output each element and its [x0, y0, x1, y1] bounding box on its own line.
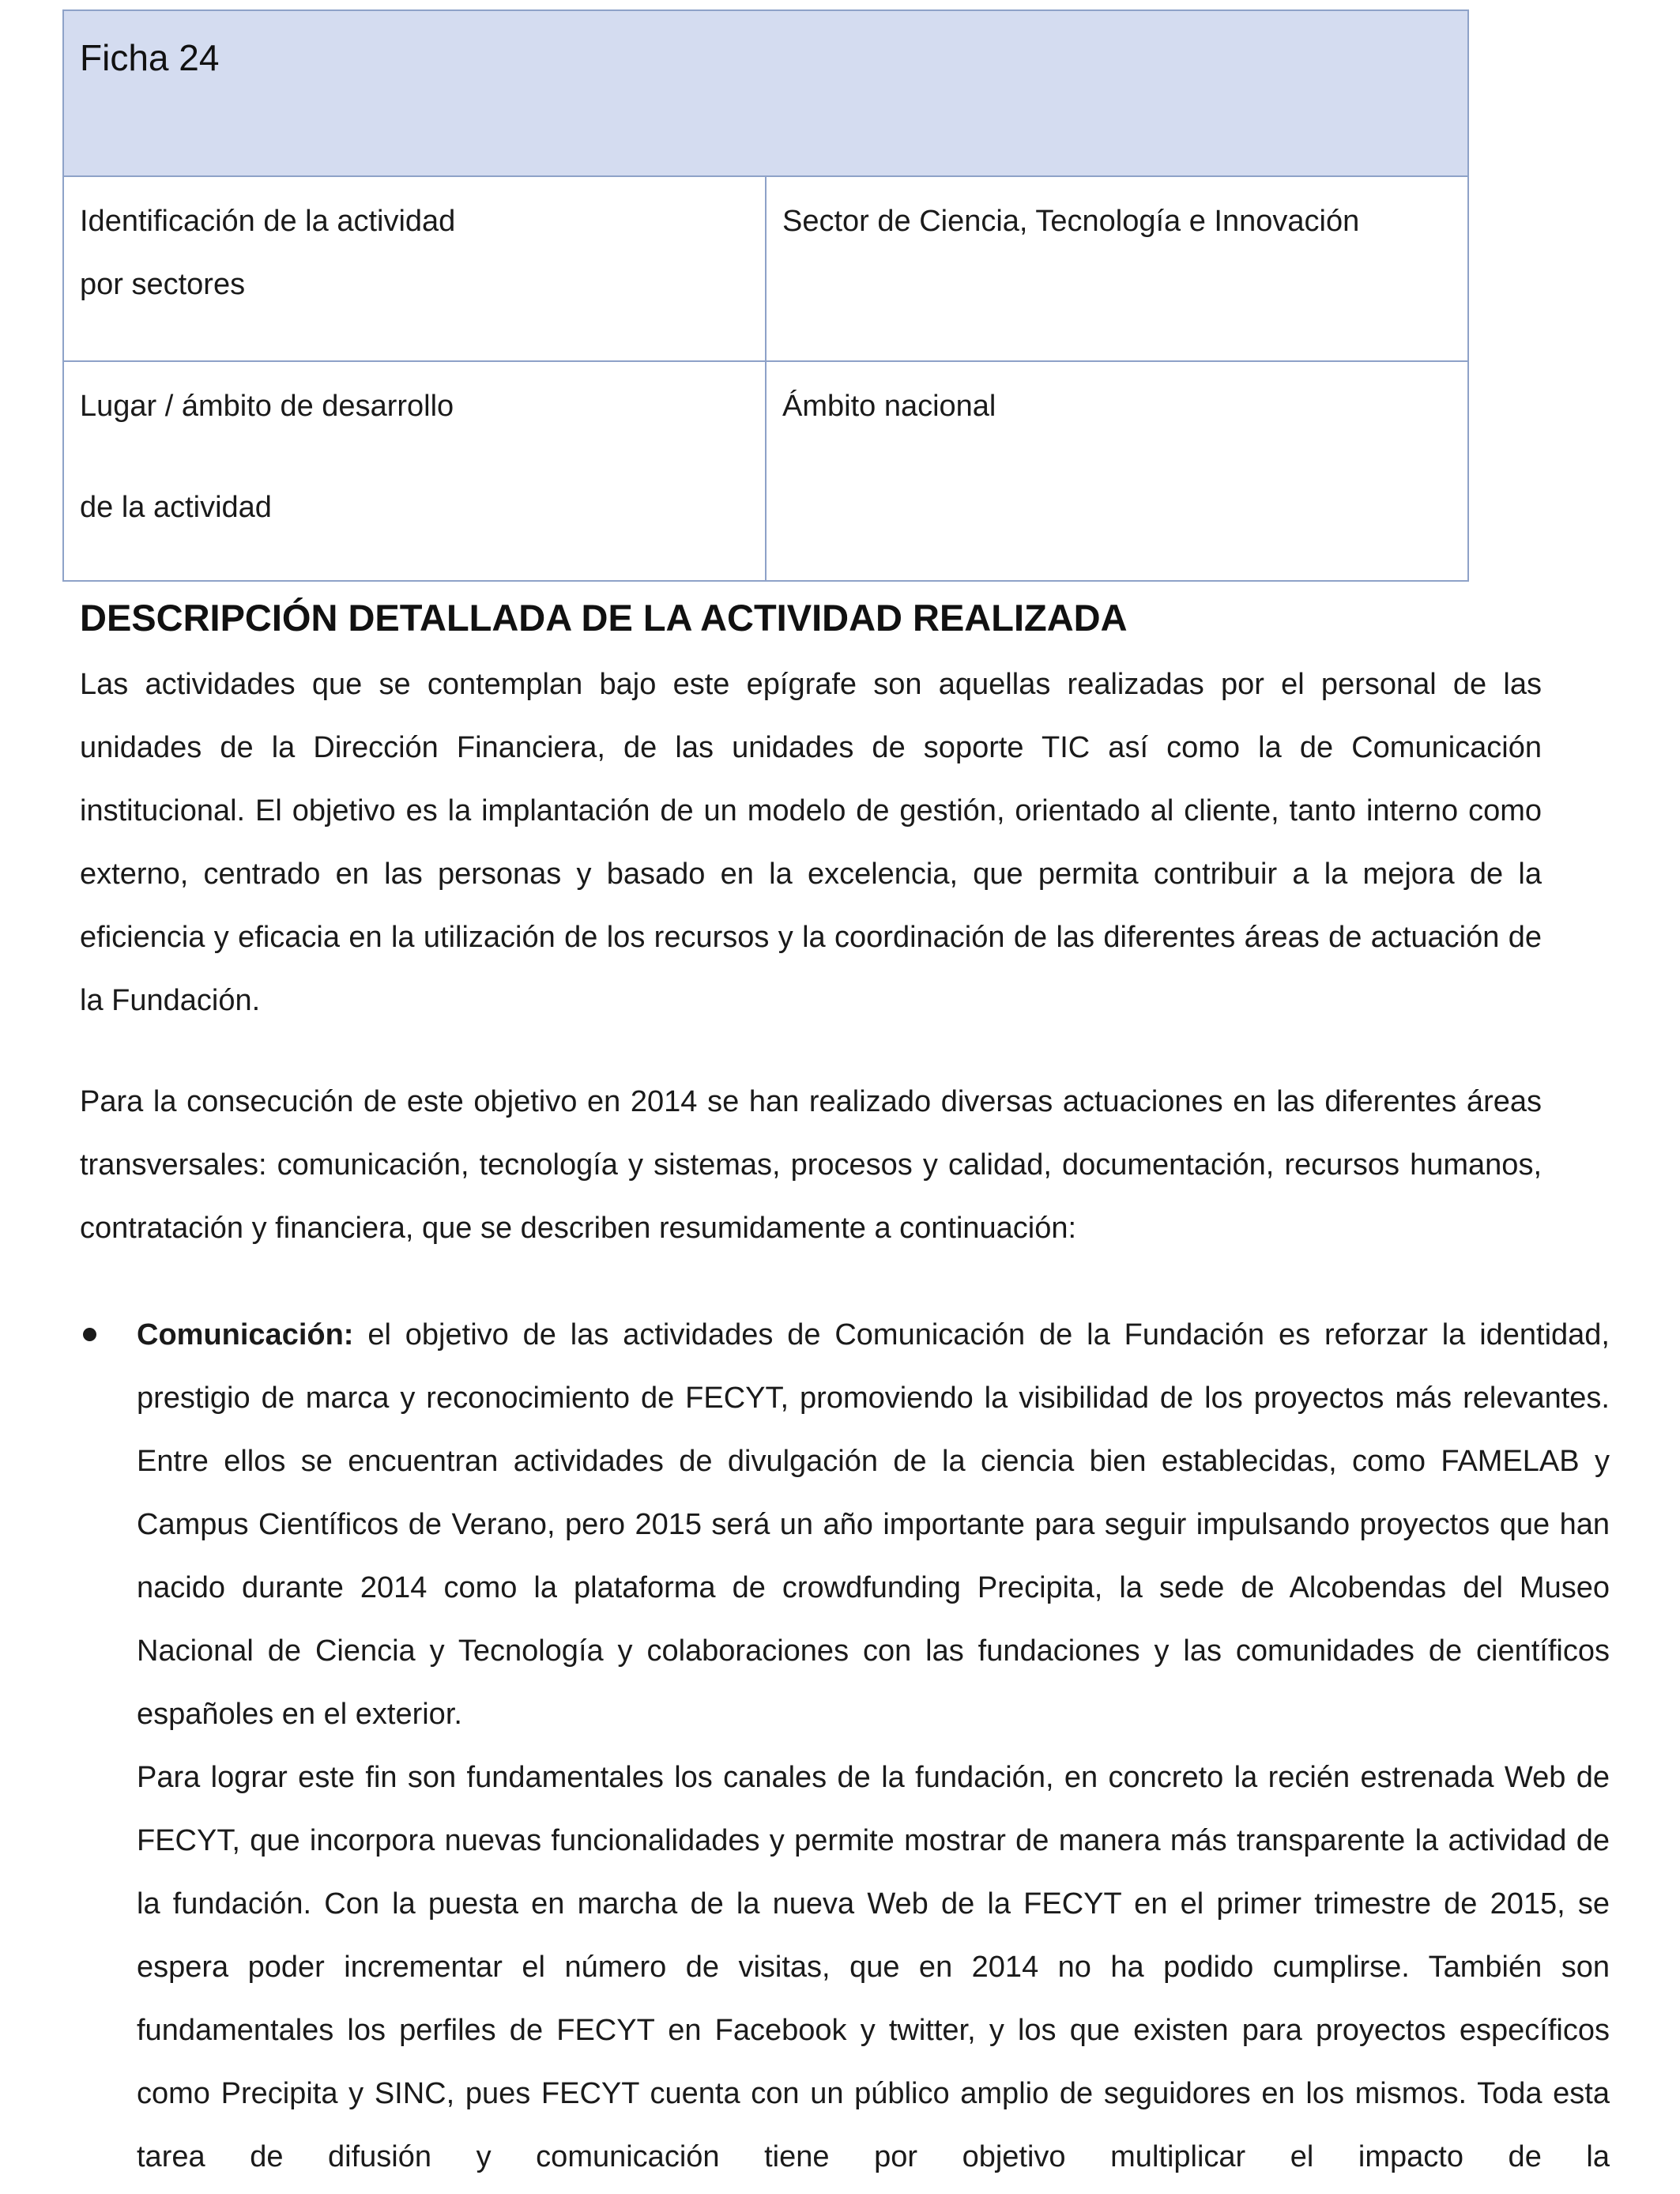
ficha-label-lugar-line1: Lugar / ámbito de desarrollo: [80, 390, 454, 423]
ficha-table: [62, 9, 1469, 582]
bullet-lead: Comunicación:: [137, 1318, 354, 1351]
ficha-row-lugar: [63, 361, 1468, 581]
ficha-value-lugar-text: Ámbito nacional: [782, 390, 996, 423]
bullet-text: el objetivo de las actividades de Comunicación de la Fundación es reforzar la identidad, prestigio de marca y reconocimiento de FECYT, promoviendo la visibilidad de los proyectos más relevantes. Entre ellos se encuentran actividades de divulgación de la ciencia bien establecidas, como FAMELAB y Campus Científicos de Verano, pero 2015 será un año importante para seguir impulsando proyectos que han nacido durante 2014 como la plataforma de crowdfunding Precipita, la sede de Alcobendas del Museo Nacional de Ciencia y Tecnología y colaboraciones con las fundaciones y las comunidades de científicos españoles en el exterior.: [137, 1318, 1610, 1731]
ficha-label-sector-text: Identificación de la actividad por sectores: [80, 205, 456, 301]
ficha-label-sector: [63, 176, 766, 361]
ficha-label-lugar-line2: de la actividad: [80, 491, 272, 524]
ficha-value-sector-text: Sector de Ciencia, Tecnología e Innovación: [782, 205, 1360, 238]
paragraph-intro: Las actividades que se contemplan bajo este epígrafe son aquellas realizadas por el personal de las unidades de la Dirección Financiera, de las unidades de soporte TIC así como la de Comunicación institucional. El objetivo es la implantación de un modelo de gestión, orientado al cliente, tanto interno como externo, centrado en las personas y basado en la excelencia, que permita contribuir a la mejora de la eficiencia y eficacia en la utilización de los recursos y la coordinación de las diferentes áreas de actuación de la Fundación.: [80, 668, 1542, 1017]
ficha-value-lugar: [766, 361, 1468, 581]
section-title: DESCRIPCIÓN DETALLADA DE LA ACTIVIDAD REALIZADA: [80, 597, 1128, 639]
bullet-item-comunicacion: [80, 1303, 1610, 2188]
ficha-title: Ficha 24: [63, 10, 1468, 176]
ficha-header-row: [63, 10, 1468, 176]
bullet-list: [80, 1303, 1610, 2188]
bullet-continuation: Para lograr este fin son fundamentales los canales de la fundación, en concreto la recién estrenada Web de FECYT, que incorpora nuevas funcionalidades y permite mostrar de manera más transparente la actividad de la fundación. Con la puesta en marcha de la nueva Web de la FECYT en el primer trimestre de 2015, se espera poder incrementar el número de visitas, que en 2014 no ha podido cumplirse. También son fundamentales los perfiles de FECYT en Facebook y twitter, y los que existen para proyectos específicos como Precipita y SINC, pues FECYT cuenta con un público amplio de seguidores en los mismos. Toda esta tarea de difusión y comunicación tiene por objetivo multiplicar el impacto de la: [137, 1761, 1610, 2173]
ficha-value-sector: [766, 176, 1468, 361]
ficha-row-sector: [63, 176, 1468, 361]
bullet-icon: [83, 1328, 96, 1341]
bullet-body: [137, 1303, 1610, 1746]
ficha-label-lugar: [63, 361, 766, 581]
paragraph-objective: Para la consecución de este objetivo en 2014 se han realizado diversas actuaciones en las diferentes áreas transversales: comunicación, tecnología y sistemas, procesos y calidad, documentación, recursos humanos, contratación y financiera, que se describen resumidamente a continuación:: [80, 1085, 1542, 1245]
